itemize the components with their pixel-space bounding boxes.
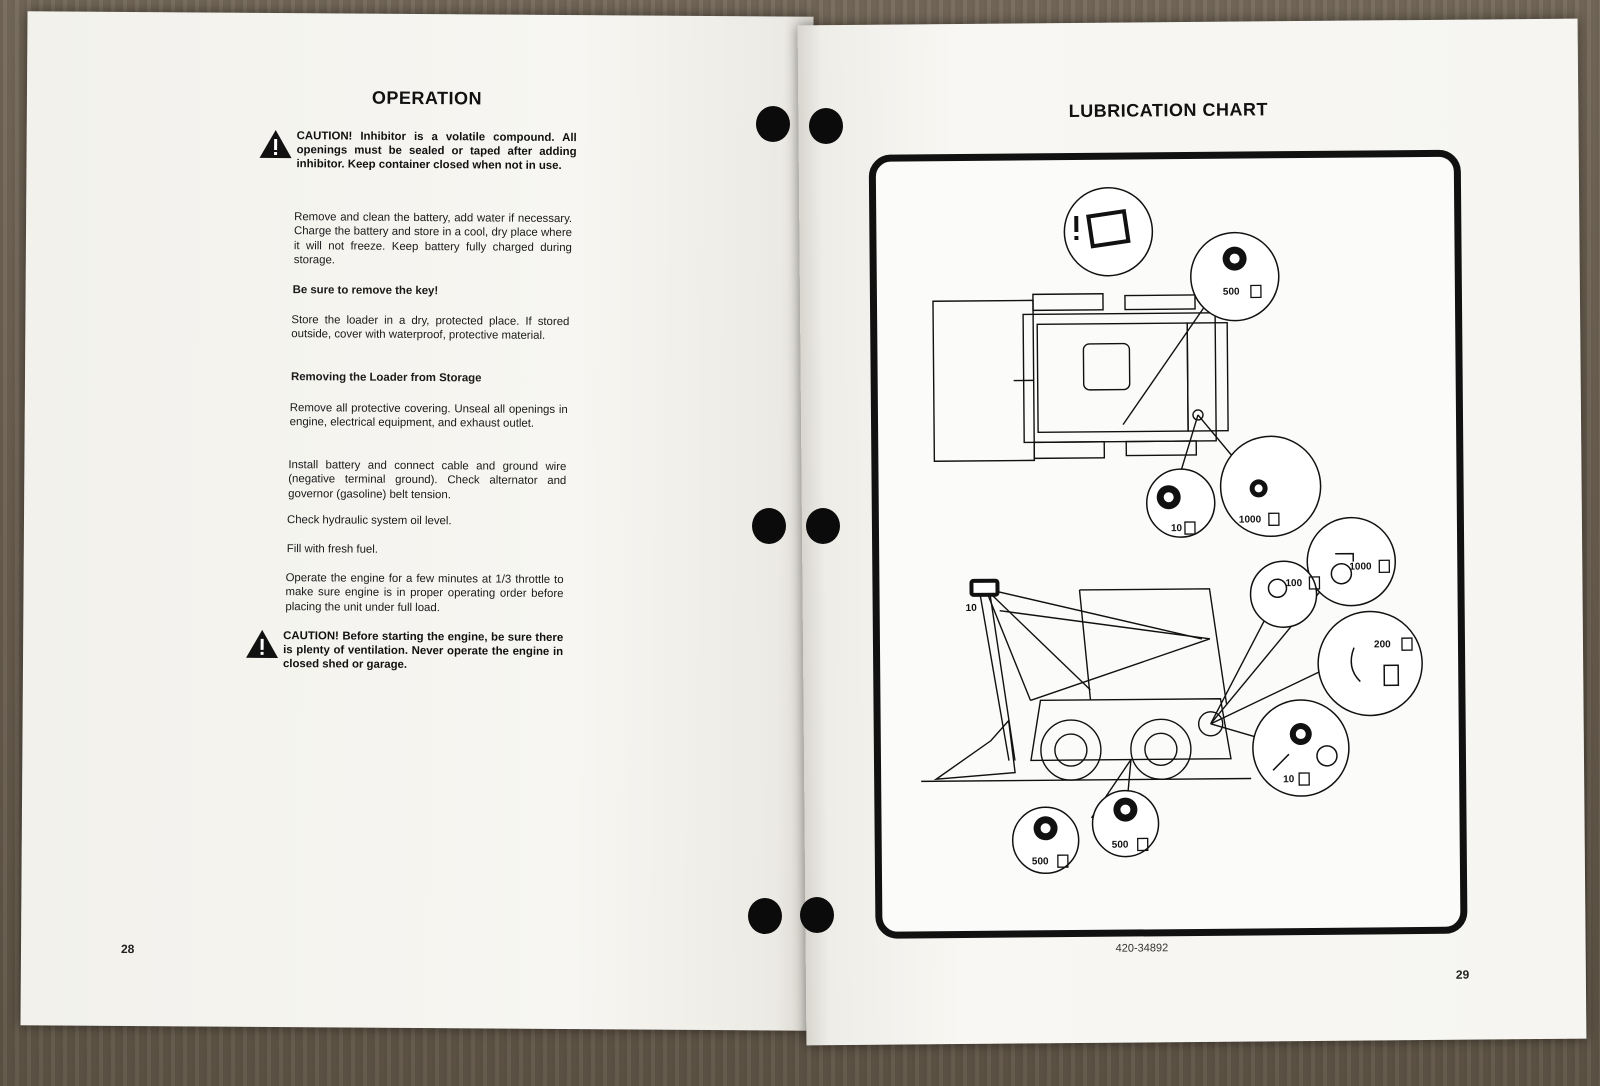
paragraph-remove-key: Be sure to remove the key! [292, 284, 439, 298]
right-page [798, 19, 1587, 1046]
left-page [20, 11, 813, 1030]
interval-label: 10 [965, 602, 977, 614]
interval-label: 100 [1285, 578, 1303, 590]
caution-text: CAUTION! Before starting the engine, be sure there is plenty of ventilation. Never operate the engine in closed shed or garage. [282, 630, 564, 671]
subheading-removing-storage: Removing the Loader from Storage [290, 371, 482, 385]
document-number: 420-34892 [1115, 942, 1169, 955]
page-title-lubrication-chart: LUBRICATION CHART [1068, 99, 1268, 122]
interval-label: 200 [1373, 639, 1391, 651]
paragraph-operate-engine: Operate the engine for a few minutes at 1/3 throttle to make sure engine is in proper operating order before placing the unit under full load. [285, 572, 564, 614]
paragraph-battery: Remove and clean the battery, add water if necessary. Charge the battery and store in a cool, dry place where it will not freeze. Keep battery fully charged during storage. [293, 211, 573, 267]
paragraph-install-battery: Install battery and connect cable and ground wire (negative terminal ground). Check alternator and governor (gasoline) belt tension. [288, 459, 567, 502]
interval-label: 1000 [1238, 514, 1262, 526]
interval-label: 1000 [1349, 561, 1372, 573]
page-title-operation: OPERATION [371, 87, 483, 109]
binder-hole [809, 108, 843, 144]
interval-label: 10 [1170, 523, 1183, 535]
lubrication-chart-frame [869, 150, 1468, 939]
interval-label: 500 [1111, 839, 1129, 851]
paragraph-store-loader: Store the loader in a dry, protected place. If stored outside, cover with waterproof, protective material. [291, 314, 570, 343]
interval-label: 10 [1283, 774, 1295, 786]
paragraph-remove-covering: Remove all protective covering. Unseal all openings in engine, electrical equipment, and exhaust outlet. [289, 402, 568, 431]
binder-hole [752, 508, 786, 544]
caution-text: CAUTION! Inhibitor is a volatile compound. All openings must be sealed or taped after adding inhibitor. Keep container closed when not in use. [296, 130, 577, 173]
caution-triangle-icon [245, 629, 279, 659]
interval-label: 500 [1031, 856, 1049, 868]
page-number-right: 29 [1455, 967, 1470, 982]
caution-triangle-icon [259, 129, 293, 159]
lubrication-diagram [876, 157, 1461, 932]
interval-label: 500 [1222, 286, 1240, 298]
paragraph-fuel: Fill with fresh fuel. [286, 543, 378, 556]
caution-inhibitor [259, 129, 577, 173]
caution-ventilation [245, 629, 564, 671]
binder-hole [756, 106, 790, 142]
binder-hole [748, 898, 782, 934]
binder-hole [806, 508, 840, 544]
binder-hole [800, 897, 834, 933]
paragraph-hydraulic: Check hydraulic system oil level. [286, 514, 452, 528]
page-number-left: 28 [120, 941, 135, 957]
